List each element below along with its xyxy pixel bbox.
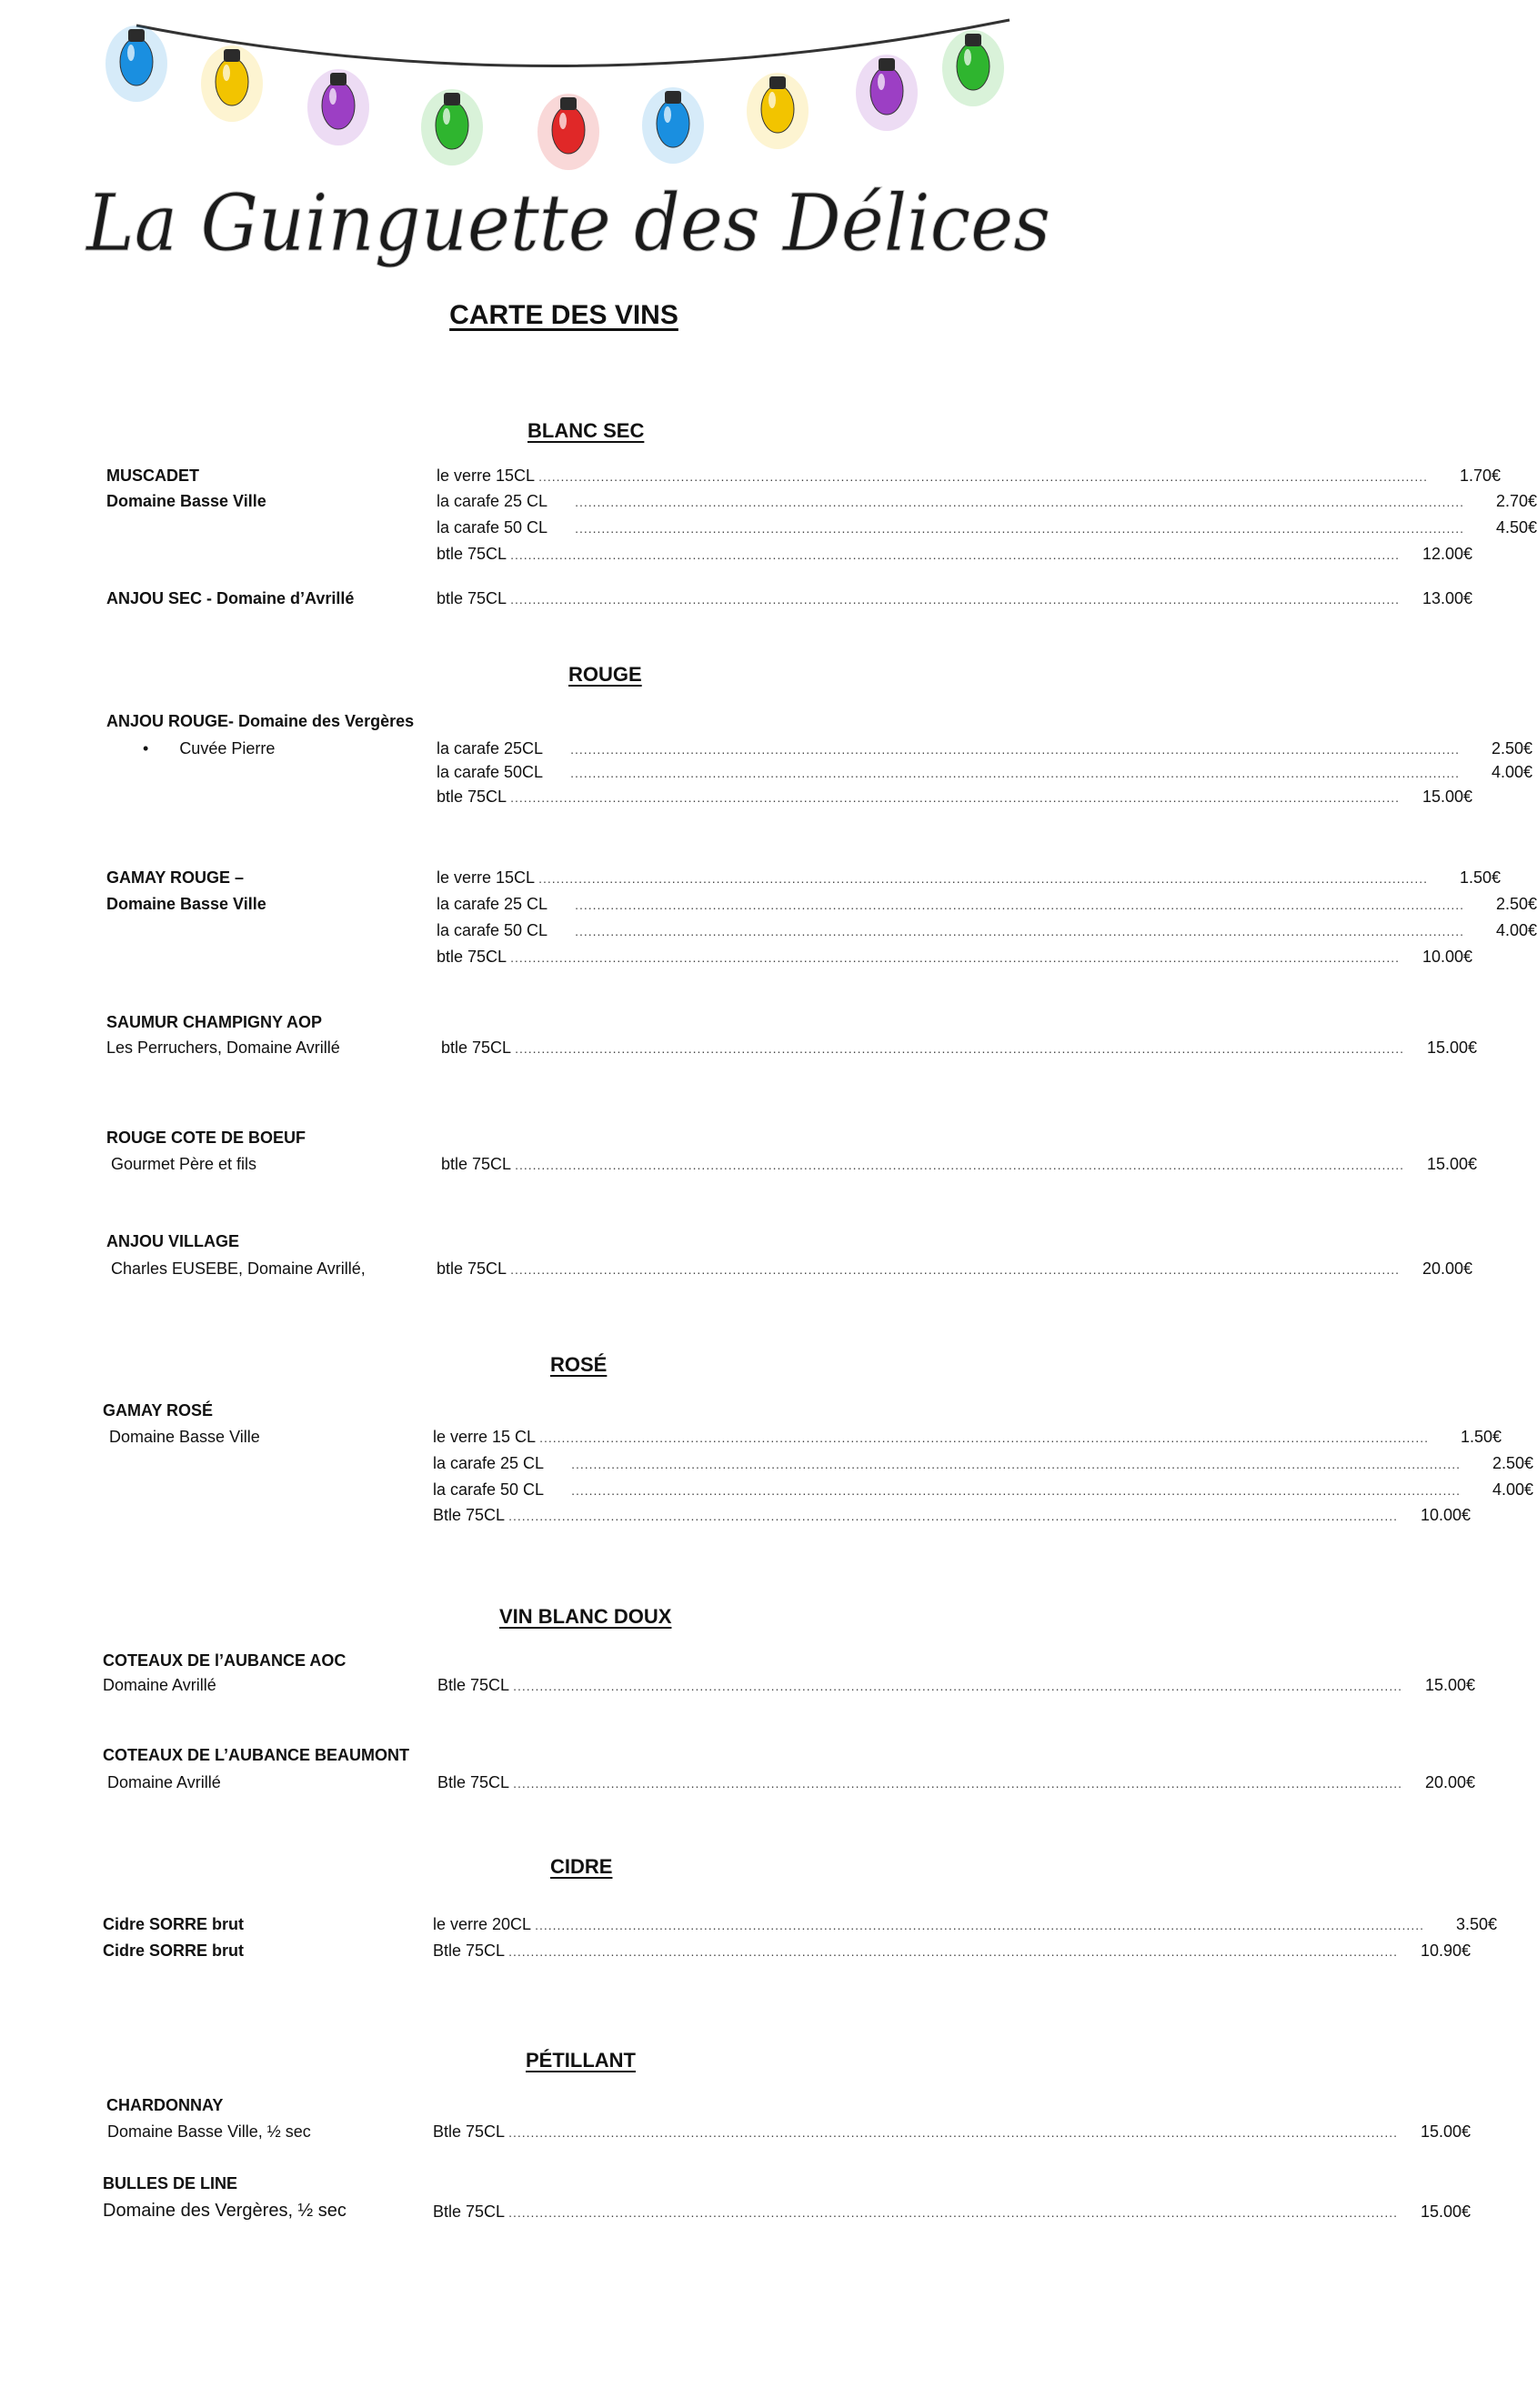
price-line: btle 75CL ........................................................................................................................................................................................................ 13.00€	[437, 589, 1472, 607]
wine-producer-anjou-village: Charles EUSEBE, Domaine Avrillé,	[111, 1259, 366, 1278]
light-bulb-icon	[642, 87, 704, 164]
wine-producer-saumur: Les Perruchers, Domaine Avrillé	[106, 1038, 340, 1057]
price-line: la carafe 50 CL ........................................................................................................................................................................................................ 4.00€	[437, 921, 1537, 939]
price-line: Btle 75CL ........................................................................................................................................................................................................ 20.00€	[437, 1773, 1475, 1791]
wine-name-saumur: SAUMUR CHAMPIGNY AOP	[106, 1013, 323, 1031]
wine-producer-gamay-rose: Domaine Basse Ville	[109, 1428, 260, 1446]
wine-name-cidre-verre: Cidre SORRE brut	[103, 1915, 245, 1933]
price-line: btle 75CL ........................................................................................................................................................................................................ 20.00€	[437, 1259, 1472, 1278]
price-line: la carafe 25 CL ........................................................................................................................................................................................................ 2.70€	[437, 492, 1537, 510]
section-heading-rose: ROSÉ	[550, 1353, 608, 1376]
light-bulb-icon	[856, 55, 918, 131]
wine-producer-coteaux-aoc: Domaine Avrillé	[103, 1676, 216, 1694]
light-bulb-icon	[747, 73, 809, 149]
price-line: btle 75CL ........................................................................................................................................................................................................ 15.00€	[437, 788, 1472, 806]
wine-name-anjou-sec: ANJOU SEC - Domaine d’Avrillé	[106, 589, 355, 607]
price-line: Btle 75CL ........................................................................................................................................................................................................ 15.00€	[437, 1676, 1475, 1694]
light-bulb-icon	[105, 25, 167, 102]
wine-producer-chardonnay: Domaine Basse Ville, ½ sec	[107, 2122, 311, 2141]
price-line: le verre 15CL ........................................................................................................................................................................................................ 1.50€	[437, 868, 1501, 887]
light-bulb-icon	[307, 69, 369, 145]
wine-name-anjou-rouge: ANJOU ROUGE- Domaine des Vergères	[106, 712, 415, 730]
wine-name-coteaux-beaumont: COTEAUX DE L’AUBANCE BEAUMONT	[103, 1746, 410, 1764]
price-line: la carafe 25 CL ........................................................................................................................................................................................................ 2.50€	[433, 1454, 1534, 1472]
wine-name-coteaux-aoc: COTEAUX DE l’AUBANCE AOC	[103, 1651, 347, 1670]
price-line: btle 75CL ........................................................................................................................................................................................................ 12.00€	[437, 545, 1472, 563]
price-line: le verre 20CL ........................................................................................................................................................................................................ 3.50€	[433, 1915, 1497, 1933]
wine-producer-muscadet: Domaine Basse Ville	[106, 492, 266, 510]
wine-name-chardonnay: CHARDONNAY	[106, 2096, 224, 2114]
price-line: le verre 15CL ........................................................................................................................................................................................................ 1.70€	[437, 467, 1501, 485]
section-heading-petillant: PÉTILLANT	[526, 2049, 636, 2072]
wine-name-cidre-btle: Cidre SORRE brut	[103, 1941, 245, 1960]
header-banner	[0, 0, 1128, 300]
price-line: la carafe 25CL ........................................................................................................................................................................................................ 2.50€	[437, 739, 1533, 758]
wine-name-gamay-rose: GAMAY ROSÉ	[103, 1401, 214, 1420]
price-line: Btle 75CL ........................................................................................................................................................................................................ 15.00€	[433, 2122, 1471, 2141]
price-line: Btle 75CL ........................................................................................................................................................................................................ 15.00€	[433, 2202, 1471, 2221]
price-line: Btle 75CL ........................................................................................................................................................................................................ 10.90€	[433, 1941, 1471, 1960]
wine-name-bulles: BULLES DE LINE	[103, 2174, 238, 2192]
menu-title: CARTE DES VINS	[449, 300, 678, 330]
price-line: la carafe 50 CL ........................................................................................................................................................................................................ 4.00€	[433, 1480, 1534, 1499]
wine-producer-bulles: Domaine des Vergères, ½ sec	[103, 2201, 347, 2221]
wine-name-muscadet: MUSCADET	[106, 467, 199, 485]
section-heading-vin-blanc-doux: VIN BLANC DOUX	[499, 1605, 672, 1628]
section-heading-blanc-sec: BLANC SEC	[527, 419, 645, 442]
wine-producer-gamay-rouge: Domaine Basse Ville	[106, 895, 266, 913]
price-line: Btle 75CL ........................................................................................................................................................................................................ 10.00€	[433, 1506, 1471, 1524]
light-bulb-icon	[421, 89, 483, 166]
light-bulb-icon	[537, 94, 599, 170]
light-bulb-icon	[942, 30, 1004, 106]
restaurant-name: La Guinguette des Délices	[85, 178, 1050, 269]
price-line: btle 75CL ........................................................................................................................................................................................................ 15.00€	[441, 1038, 1477, 1057]
price-line: btle 75CL ........................................................................................................................................................................................................ 15.00€	[441, 1155, 1477, 1173]
price-line: btle 75CL ........................................................................................................................................................................................................ 10.00€	[437, 948, 1472, 966]
wine-producer-cote-boeuf: Gourmet Père et fils	[111, 1155, 257, 1173]
wine-name-anjou-village: ANJOU VILLAGE	[106, 1232, 240, 1250]
wine-name-gamay-rouge: GAMAY ROUGE –	[106, 868, 245, 887]
wine-cuvee-anjou-rouge: • Cuvée Pierre	[106, 739, 275, 758]
price-line: la carafe 50CL ........................................................................................................................................................................................................ 4.00€	[437, 763, 1533, 781]
price-line: la carafe 50 CL ........................................................................................................................................................................................................ 4.50€	[437, 518, 1537, 537]
wine-name-cote-boeuf: ROUGE COTE DE BOEUF	[106, 1129, 306, 1147]
section-heading-cidre: CIDRE	[550, 1855, 613, 1878]
section-heading-rouge: ROUGE	[568, 663, 642, 686]
price-line: la carafe 25 CL ........................................................................................................................................................................................................ 2.50€	[437, 895, 1537, 913]
wine-producer-coteaux-beaumont: Domaine Avrillé	[107, 1773, 221, 1791]
price-line: le verre 15 CL ........................................................................................................................................................................................................ 1.50€	[433, 1428, 1502, 1446]
light-bulb-icon	[201, 45, 263, 122]
